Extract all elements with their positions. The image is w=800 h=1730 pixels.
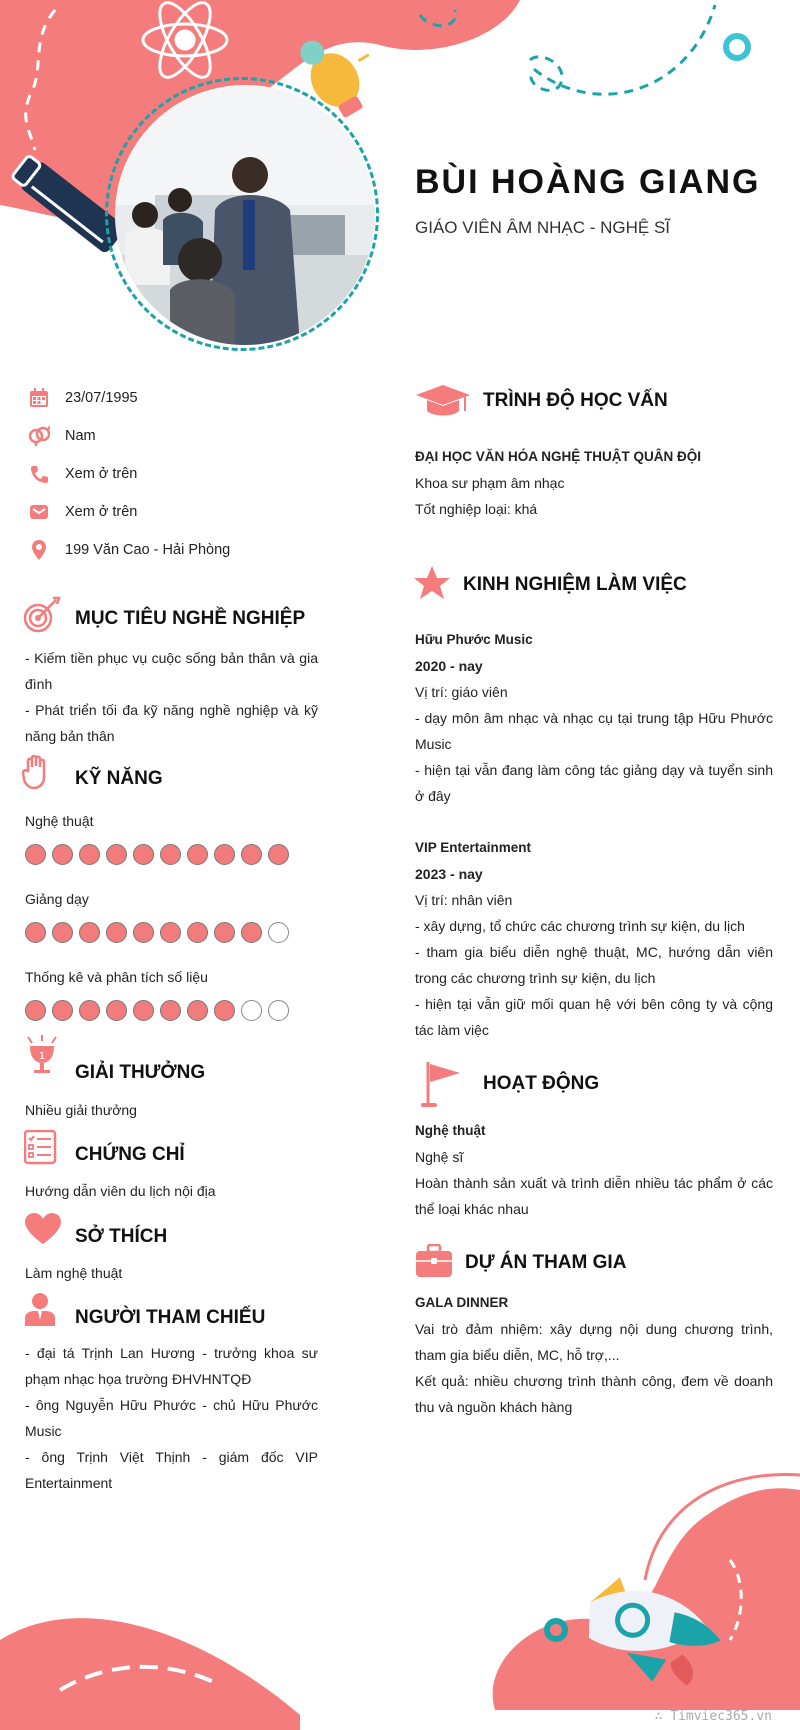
calendar-icon (28, 387, 50, 409)
contact-gender (28, 417, 348, 455)
awards-title: GIẢI THƯỞNG (75, 1062, 206, 1083)
contact-email (28, 493, 348, 531)
objective-line: - Phát triển tối đa kỹ năng nghề nghiệp và kỹ năng bản thân (25, 702, 318, 744)
job-duty: - tham gia biểu diễn nghệ thuật, MC, hướng dẫn viên trong các chương trình sự kiện, du lịch (415, 944, 773, 986)
skill-dot-filled (214, 922, 235, 943)
skill-dot-filled (25, 1000, 46, 1021)
reference-line: - ông Trịnh Việt Thịnh - giám đốc VIP Entertainment (25, 1449, 318, 1491)
skill-dot-filled (160, 922, 181, 943)
skill-dot-filled (187, 922, 208, 943)
skill-dot-empty (241, 1000, 262, 1021)
hobbies-title: SỞ THÍCH (75, 1226, 168, 1247)
reference-line: - đại tá Trịnh Lan Hương - trưởng khoa sư phạm nhạc họa trường ĐHVHNTQĐ (25, 1345, 318, 1387)
experience-title: KINH NGHIỆM LÀM VIỆC (463, 574, 687, 595)
skill-dot-filled (25, 844, 46, 865)
skill-dot-filled (79, 1000, 100, 1021)
location-pin-icon (28, 539, 50, 561)
education-major: Khoa sư phạm âm nhạc (415, 475, 565, 491)
phone-text: Xem ở trên (65, 466, 138, 482)
hobbies-text: Làm nghệ thuật (25, 1265, 123, 1281)
skill-dot-filled (133, 844, 154, 865)
gender-icon (28, 425, 50, 447)
activity-name: Nghệ thuật (415, 1123, 486, 1138)
references-title: NGƯỜI THAM CHIẾU (75, 1307, 266, 1328)
skill-dot-empty (268, 1000, 289, 1021)
activity-role: Nghệ sĩ (415, 1149, 464, 1165)
skill-dot-empty (268, 922, 289, 943)
skill-dot-filled (79, 844, 100, 865)
awards-text: Nhiều giải thưởng (25, 1102, 137, 1118)
site-watermark: ∴ Timviec365.vn (654, 1709, 772, 1724)
flag-icon (420, 1060, 462, 1108)
project-name: GALA DINNER (415, 1295, 509, 1310)
job-duty: - hiện tại vẫn giữ mối quan hệ với bên công ty và cộng tác làm việc (415, 996, 773, 1038)
skill-dot-filled (241, 844, 262, 865)
profile-photo (115, 85, 375, 345)
skill-dot-filled (52, 922, 73, 943)
skill-dot-filled (106, 1000, 127, 1021)
skill-rating (25, 922, 289, 952)
job-position: Vị trí: giáo viên (415, 684, 508, 700)
gender-text: Nam (65, 428, 96, 444)
activity-desc: Hoàn thành sản xuất và trình diễn nhiều tác phẩm ở các thể loại khác nhau (415, 1175, 773, 1217)
reference-line: - ông Nguyễn Hữu Phước - chủ Hữu Phước Music (25, 1397, 318, 1439)
trophy-icon (24, 1035, 62, 1073)
skill-dot-filled (187, 844, 208, 865)
skill-dot-filled (52, 1000, 73, 1021)
certificates-text: Hướng dẫn viên du lịch nội địa (25, 1183, 216, 1199)
skill-dot-filled (106, 844, 127, 865)
project-line: Vai trò đảm nhiệm: xây dựng nội dung chương trình, tham gia biểu diễn, MC, hỗ trợ,... (415, 1321, 773, 1363)
star-icon (413, 565, 451, 601)
contact-list (28, 379, 348, 569)
activities-content (415, 1118, 773, 1222)
phone-icon (28, 463, 50, 485)
activities-title: HOẠT ĐỘNG (483, 1073, 600, 1094)
projects-title: DỰ ÁN THAM GIA (465, 1252, 627, 1273)
objective-title: MỤC TIÊU NGHỀ NGHIỆP (75, 608, 306, 629)
school-name: ĐẠI HỌC VĂN HÓA NGHỆ THUẬT QUÂN ĐỘI (415, 449, 701, 464)
skill-dot-filled (214, 1000, 235, 1021)
email-icon (28, 501, 50, 523)
project-line: Kết quả: nhiều chương trình thành công, đem về doanh thu và nguồn khách hàng (415, 1373, 773, 1415)
contact-dob (28, 379, 348, 417)
skill-dot-filled (160, 844, 181, 865)
job-duty: - hiện tại vẫn đang làm công tác giảng dạy và tuyển sinh ở đây (415, 762, 773, 804)
skill-dot-filled (160, 1000, 181, 1021)
skill-dot-filled (214, 844, 235, 865)
candidate-role: GIÁO VIÊN ÂM NHẠC - NGHỆ SĨ (415, 218, 671, 237)
skill-dot-filled (79, 922, 100, 943)
objective-line: - Kiếm tiền phục vụ cuộc sống bản thân và gia đình (25, 650, 318, 692)
projects-content (415, 1290, 773, 1420)
email-text: Xem ở trên (65, 504, 138, 520)
certificates-title: CHỨNG CHỈ (75, 1144, 185, 1165)
education-content (415, 444, 775, 522)
skill-name: Nghệ thuật (25, 813, 94, 829)
skill-dot-filled (187, 1000, 208, 1021)
skills-title: KỸ NĂNG (75, 768, 163, 789)
job-company: Hữu Phước Music (415, 632, 533, 647)
references-text (25, 1340, 318, 1496)
raised-hand-icon (22, 755, 60, 793)
address-text: 199 Văn Cao - Hải Phòng (65, 542, 231, 558)
job-position: Vị trí: nhân viên (415, 892, 513, 908)
graduation-cap-icon (415, 383, 471, 419)
candidate-name: BÙI HOÀNG GIANG (415, 163, 761, 201)
job-period: 2020 - nay (415, 658, 483, 674)
skill-list (25, 808, 289, 1030)
skill-rating (25, 844, 289, 874)
skill-dot-filled (268, 844, 289, 865)
dob-text: 23/07/1995 (65, 390, 138, 406)
certificate-list-icon (24, 1130, 62, 1168)
svg-text:1: 1 (38, 1051, 46, 1062)
job-duty: - dạy môn âm nhạc và nhạc cụ tại trung tập Hữu Phước Music (415, 710, 773, 752)
skill-name: Thống kê và phân tích số liệu (25, 969, 208, 985)
skill-dot-filled (241, 922, 262, 943)
skill-dot-filled (133, 922, 154, 943)
skill-name: Giảng dạy (25, 891, 89, 907)
experience-content (415, 627, 773, 1043)
job-duty: - xây dựng, tổ chức các chương trình sự kiện, du lịch (415, 918, 745, 934)
skill-dot-filled (52, 844, 73, 865)
education-title: TRÌNH ĐỘ HỌC VẤN (483, 390, 668, 411)
skill-dot-filled (25, 922, 46, 943)
briefcase-icon (415, 1244, 453, 1278)
education-grade: Tốt nghiệp loại: khá (415, 501, 538, 517)
skill-dot-filled (133, 1000, 154, 1021)
skill-dot-filled (106, 922, 127, 943)
target-icon (23, 596, 61, 634)
job-period: 2023 - nay (415, 866, 483, 882)
heart-icon (24, 1213, 62, 1251)
contact-address (28, 531, 348, 569)
contact-phone (28, 455, 348, 493)
objective-text (25, 645, 318, 749)
skill-rating (25, 1000, 289, 1030)
person-icon (24, 1292, 62, 1330)
job-company: VIP Entertainment (415, 840, 532, 855)
